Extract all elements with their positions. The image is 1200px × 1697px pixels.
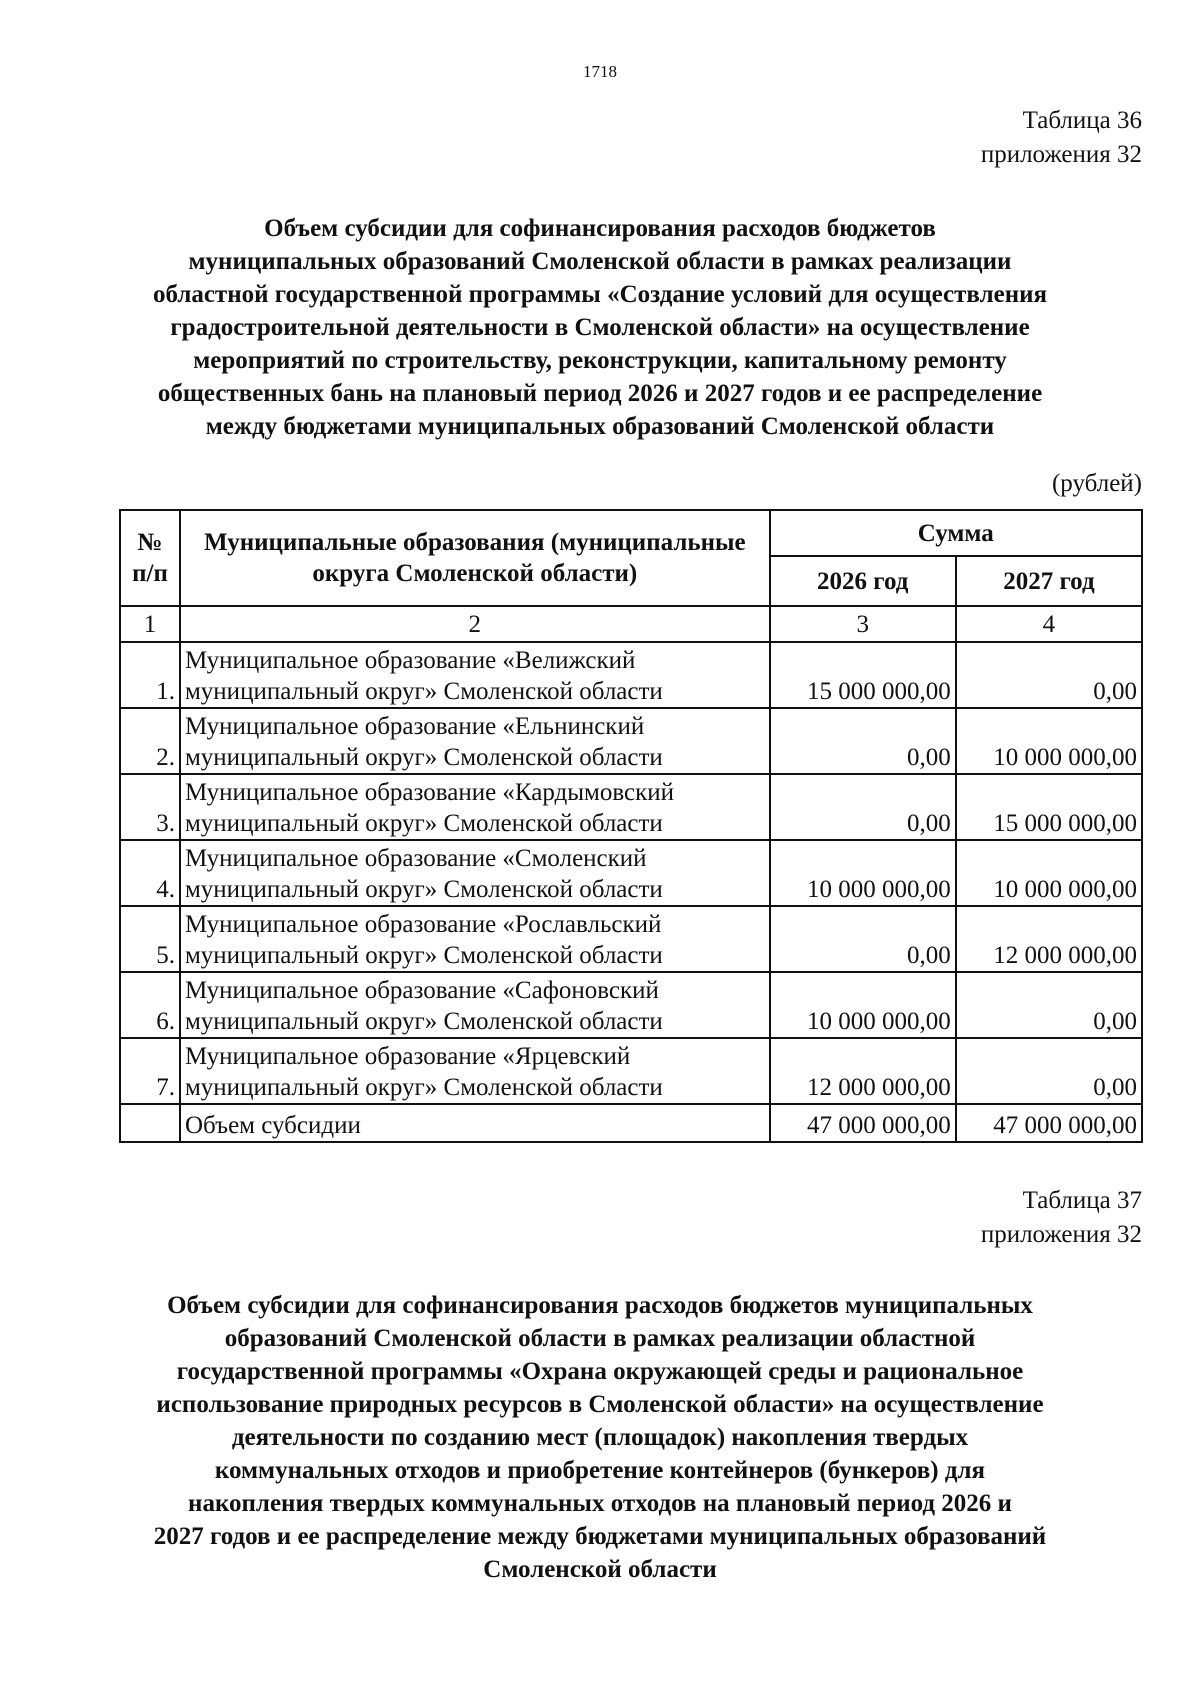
units-label: (рублей) — [1051, 470, 1142, 497]
title-line: 2027 годов и ее распределение между бюджетами муниципальных образований — [153, 1523, 1047, 1550]
table37-caption — [981, 1184, 1142, 1252]
row-num: 7. — [120, 1038, 180, 1104]
row-value-2026: 0,00 — [770, 708, 956, 774]
row-value-2027: 10 000 000,00 — [956, 840, 1142, 906]
row-name: Муниципальное образование «Смоленский муниципальный округ» Смоленской области — [180, 840, 770, 906]
row-value-2027: 0,00 — [956, 972, 1142, 1038]
row-num: 6. — [120, 972, 180, 1038]
row-value-2026: 10 000 000,00 — [770, 840, 956, 906]
title-line: образований Смоленской области в рамках реализации областной — [224, 1325, 976, 1352]
table36-caption-line1: Таблица 36 — [1022, 107, 1142, 134]
row-num: 3. — [120, 774, 180, 840]
row-value-2026: 10 000 000,00 — [770, 972, 956, 1038]
header-sum: Сумма — [770, 510, 1142, 556]
table37-title — [100, 1289, 1100, 1586]
row-value-2027: 12 000 000,00 — [956, 906, 1142, 972]
table36-caption — [981, 104, 1142, 172]
title-line: Объем субсидии для софинансирования расходов бюджетов муниципальных — [167, 1292, 1033, 1319]
title-line: государственной программы «Охрана окружающей среды и рациональное — [176, 1358, 1024, 1385]
table-row — [120, 774, 1142, 840]
title-line: Объем субсидии для софинансирования расходов бюджетов — [264, 215, 936, 242]
index-cell: 3 — [770, 606, 956, 642]
row-value-2026: 0,00 — [770, 774, 956, 840]
title-line: градостроительной деятельности в Смоленской области» на осуществление — [170, 314, 1030, 341]
row-num: 2. — [120, 708, 180, 774]
table37-caption-line2: приложения 32 — [980, 1221, 1142, 1248]
table36-title — [100, 212, 1100, 443]
total-num-cell — [120, 1104, 180, 1142]
row-value-2027: 15 000 000,00 — [956, 774, 1142, 840]
title-line: общественных бань на плановый период 2026 и 2027 годов и ее распределение — [157, 380, 1043, 407]
total-value-2027: 47 000 000,00 — [956, 1104, 1142, 1142]
title-line: областной государственной программы «Создание условий для осуществления — [152, 281, 1048, 308]
subsidy-table — [119, 509, 1143, 1143]
index-row — [120, 606, 1142, 642]
title-line: деятельности по созданию мест (площадок) накопления твердых — [231, 1424, 969, 1451]
title-line: между бюджетами муниципальных образований Смоленской области — [205, 413, 995, 440]
row-value-2026: 12 000 000,00 — [770, 1038, 956, 1104]
row-name: Муниципальное образование «Сафоновский муниципальный округ» Смоленской области — [180, 972, 770, 1038]
table36-caption-line2: приложения 32 — [980, 141, 1142, 168]
row-value-2027: 0,00 — [956, 1038, 1142, 1104]
header-name: Муниципальные образования (муниципальные округа Смоленской области) — [180, 510, 770, 606]
table-row — [120, 906, 1142, 972]
table-row — [120, 972, 1142, 1038]
table-row — [120, 642, 1142, 708]
header-year-2026: 2026 год — [770, 556, 956, 606]
row-num: 5. — [120, 906, 180, 972]
row-name: Муниципальное образование «Кардымовский муниципальный округ» Смоленской области — [180, 774, 770, 840]
row-value-2027: 10 000 000,00 — [956, 708, 1142, 774]
row-name: Муниципальное образование «Ельнинский муниципальный округ» Смоленской области — [180, 708, 770, 774]
index-cell: 4 — [956, 606, 1142, 642]
header-num: № п/п — [120, 510, 180, 606]
table-row — [120, 708, 1142, 774]
table37-caption-line1: Таблица 37 — [1022, 1187, 1142, 1214]
title-line: накопления твердых коммунальных отходов на плановый период 2026 и — [188, 1490, 1012, 1517]
index-cell: 2 — [180, 606, 770, 642]
title-line: Смоленской области — [483, 1556, 717, 1583]
table-row — [120, 840, 1142, 906]
total-value-2026: 47 000 000,00 — [770, 1104, 956, 1142]
title-line: коммунальных отходов и приобретение контейнеров (бункеров) для — [214, 1457, 986, 1484]
title-line: муниципальных образований Смоленской области в рамках реализации — [188, 248, 1012, 275]
row-name: Муниципальное образование «Велижский муниципальный округ» Смоленской области — [180, 642, 770, 708]
row-num: 4. — [120, 840, 180, 906]
row-name: Муниципальное образование «Рославльский муниципальный округ» Смоленской области — [180, 906, 770, 972]
page-number: 1718 — [583, 62, 617, 81]
row-value-2027: 0,00 — [956, 642, 1142, 708]
total-label: Объем субсидии — [180, 1104, 770, 1142]
row-value-2026: 0,00 — [770, 906, 956, 972]
row-name: Муниципальное образование «Ярцевский муниципальный округ» Смоленской области — [180, 1038, 770, 1104]
total-row — [120, 1104, 1142, 1142]
title-line: использование природных ресурсов в Смоленской области» на осуществление — [156, 1391, 1044, 1418]
row-num: 1. — [120, 642, 180, 708]
row-value-2026: 15 000 000,00 — [770, 642, 956, 708]
header-year-2027: 2027 год — [956, 556, 1142, 606]
index-cell: 1 — [120, 606, 180, 642]
table-row — [120, 1038, 1142, 1104]
title-line: мероприятий по строительству, реконструкции, капитальному ремонту — [193, 347, 1007, 374]
